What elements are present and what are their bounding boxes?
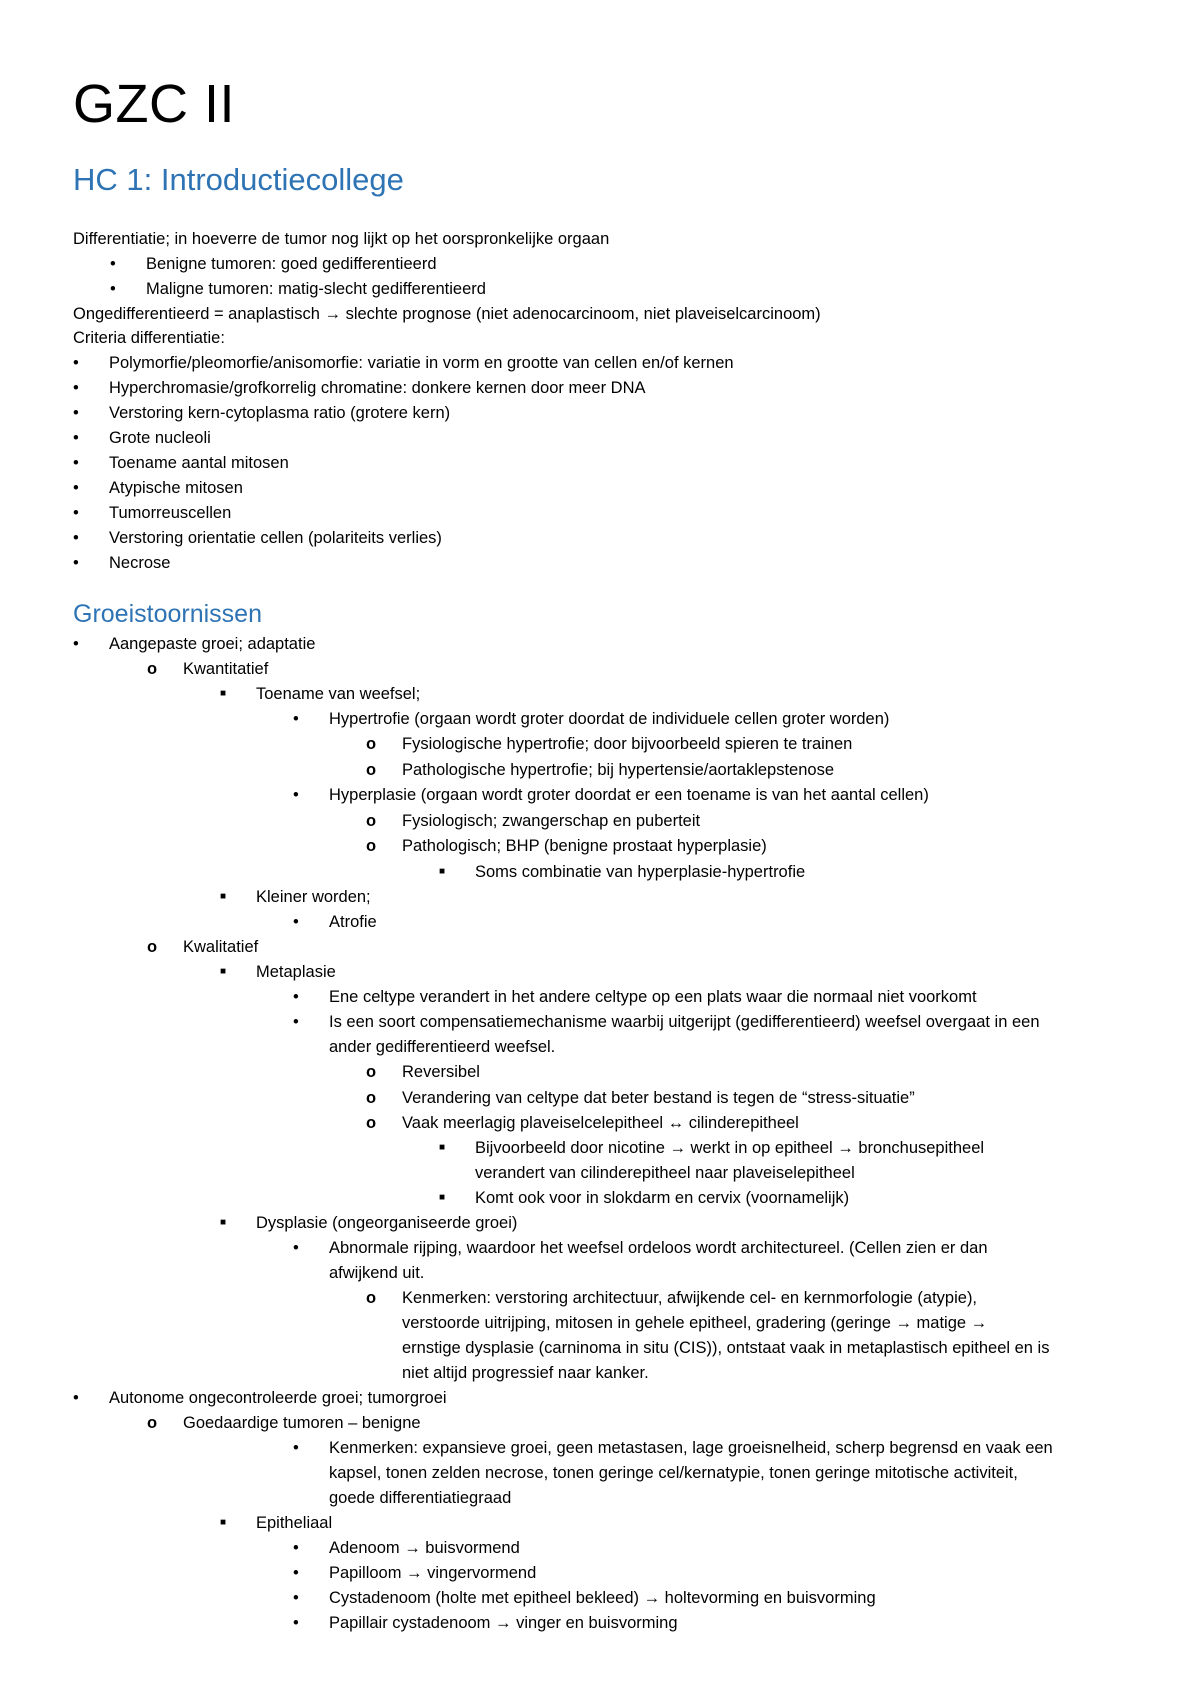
list-item: Adenoom → buisvormend: [329, 1539, 520, 1557]
text-line: Ongedifferentieerd = anaplastisch → slechte prognose (niet adenocarcinoom, niet plaveiselcarcinoom): [73, 305, 821, 323]
bullet-square-icon: ■: [439, 1142, 446, 1153]
list-item: Atypische mitosen: [109, 479, 243, 497]
bullet-dot-icon: •: [73, 529, 79, 547]
list-item: Kenmerken: verstoring architectuur, afwijkende cel- en kernmorfologie (atypie),: [402, 1289, 978, 1307]
list-item: Atrofie: [329, 913, 377, 931]
text-line: kapsel, tonen zelden necrose, tonen geringe cel/kernatypie, tonen geringe mitotische activiteit,: [329, 1464, 1018, 1482]
bullet-dot-icon: •: [293, 1239, 299, 1257]
text-line: afwijkend uit.: [329, 1264, 425, 1282]
bullet-dot-icon: •: [110, 255, 116, 273]
list-item: Dysplasie (ongeorganiseerde groei): [256, 1214, 518, 1232]
list-item: Metaplasie: [256, 963, 336, 981]
list-item: Ene celtype verandert in het andere celtype op een plats waar die normaal niet voorkomt: [329, 988, 977, 1006]
heading-groeistoornissen: Groeistoornissen: [73, 600, 262, 628]
list-item: Bijvoorbeeld door nicotine → werkt in op epitheel → bronchusepitheel: [475, 1139, 985, 1157]
text-line: ander gedifferentieerd weefsel.: [329, 1038, 556, 1056]
list-item: Hypertrofie (orgaan wordt groter doordat de individuele cellen groter worden): [329, 710, 890, 728]
list-item: Aangepaste groei; adaptatie: [109, 635, 316, 653]
bullet-dot-icon: •: [73, 554, 79, 572]
bullet-dot-icon: •: [73, 1389, 79, 1407]
list-item: Verstoring kern-cytoplasma ratio (grotere kern): [109, 404, 451, 422]
list-item: Fysiologische hypertrofie; door bijvoorbeeld spieren te trainen: [402, 735, 853, 753]
bullet-circle-icon: o: [366, 761, 377, 779]
bullet-dot-icon: •: [293, 1013, 299, 1031]
list-item: Benigne tumoren: goed gedifferentieerd: [146, 255, 437, 273]
bullet-dot-icon: •: [73, 504, 79, 522]
bullet-dot-icon: •: [293, 1589, 299, 1607]
list-item: Necrose: [109, 554, 171, 572]
bullet-dot-icon: •: [293, 913, 299, 931]
list-item: Pathologisch; BHP (benigne prostaat hyperplasie): [402, 837, 767, 855]
list-item: Papilloom → vingervormend: [329, 1564, 537, 1582]
bullet-circle-icon: o: [366, 735, 377, 753]
bullet-circle-icon: o: [147, 938, 158, 956]
list-item: Kleiner worden;: [256, 888, 371, 906]
list-item: Papillair cystadenoom → vinger en buisvorming: [329, 1614, 678, 1632]
bullet-circle-icon: o: [366, 1089, 377, 1107]
bullet-dot-icon: •: [73, 354, 79, 372]
list-item: Grote nucleoli: [109, 429, 211, 447]
bullet-dot-icon: •: [73, 379, 79, 397]
bullet-dot-icon: •: [293, 1564, 299, 1582]
text-line: Differentiatie; in hoeverre de tumor nog lijkt op het oorspronkelijke orgaan: [73, 230, 610, 248]
list-item: Cystadenoom (holte met epitheel bekleed) → holtevorming en buisvorming: [329, 1589, 876, 1607]
bullet-circle-icon: o: [147, 1414, 158, 1432]
list-item: Tumorreuscellen: [109, 504, 232, 522]
list-item: Abnormale rijping, waardoor het weefsel ordeloos wordt architectureel. (Cellen zien er dan: [329, 1239, 988, 1257]
bullet-circle-icon: o: [366, 1289, 377, 1307]
bullet-dot-icon: •: [73, 404, 79, 422]
list-item: Is een soort compensatiemechanisme waarbij uitgerijpt (gedifferentieerd) weefsel overgaat in een: [329, 1013, 1040, 1031]
list-item: Kenmerken: expansieve groei, geen metastasen, lage groeisnelheid, scherp begrensd en vaak een: [329, 1439, 1053, 1457]
bullet-square-icon: ■: [220, 891, 227, 902]
bullet-dot-icon: •: [293, 710, 299, 728]
list-item: Soms combinatie van hyperplasie-hypertrofie: [475, 863, 806, 881]
bullet-dot-icon: •: [110, 280, 116, 298]
bullet-dot-icon: •: [73, 454, 79, 472]
bullet-dot-icon: •: [293, 988, 299, 1006]
text-line: niet altijd progressief naar kanker.: [402, 1364, 649, 1382]
list-item: Verstoring orientatie cellen (polariteits verlies): [109, 529, 442, 547]
list-item: Hyperplasie (orgaan wordt groter doordat er een toename is van het aantal cellen): [329, 786, 929, 804]
list-item: Reversibel: [402, 1063, 480, 1081]
text-line: verandert van cilinderepitheel naar plaveiselepitheel: [475, 1164, 855, 1182]
bullet-square-icon: ■: [220, 688, 227, 699]
list-item: Fysiologisch; zwangerschap en puberteit: [402, 812, 701, 830]
heading-hc1: HC 1: Introductiecollege: [73, 162, 404, 197]
bullet-dot-icon: •: [293, 1539, 299, 1557]
bullet-dot-icon: •: [73, 635, 79, 653]
bullet-circle-icon: o: [147, 660, 158, 678]
list-item: Goedaardige tumoren – benigne: [183, 1414, 421, 1432]
bullet-circle-icon: o: [366, 1063, 377, 1081]
bullet-dot-icon: •: [293, 1614, 299, 1632]
text-line: Criteria differentiatie:: [73, 329, 225, 347]
list-item: Verandering van celtype dat beter bestand is tegen de “stress-situatie”: [402, 1089, 915, 1107]
list-item: Maligne tumoren: matig-slecht gedifferentieerd: [146, 280, 486, 298]
list-item: Toename van weefsel;: [256, 685, 421, 703]
list-item: Vaak meerlagig plaveiselcelepitheel ↔ cilinderepitheel: [402, 1114, 799, 1132]
bullet-square-icon: ■: [220, 1217, 227, 1228]
bullet-square-icon: ■: [439, 866, 446, 877]
bullet-square-icon: ■: [220, 1517, 227, 1528]
list-item: Pathologische hypertrofie; bij hypertensie/aortaklepstenose: [402, 761, 835, 779]
bullet-square-icon: ■: [220, 966, 227, 977]
bullet-circle-icon: o: [366, 837, 377, 855]
bullet-dot-icon: •: [73, 479, 79, 497]
document-title: GZC II: [73, 74, 235, 134]
bullet-dot-icon: •: [293, 1439, 299, 1457]
list-item: Epitheliaal: [256, 1514, 333, 1532]
text-line: goede differentiatiegraad: [329, 1489, 512, 1507]
bullet-circle-icon: o: [366, 812, 377, 830]
bullet-circle-icon: o: [366, 1114, 377, 1132]
list-item: Toename aantal mitosen: [109, 454, 289, 472]
text-line: verstoorde uitrijping, mitosen in gehele epitheel, gradering (geringe → matige →: [402, 1314, 988, 1332]
list-item: Kwalitatief: [183, 938, 259, 956]
bullet-square-icon: ■: [439, 1192, 446, 1203]
list-item: Autonome ongecontroleerde groei; tumorgroei: [109, 1389, 447, 1407]
bullet-dot-icon: •: [293, 786, 299, 804]
list-item: Komt ook voor in slokdarm en cervix (voornamelijk): [475, 1189, 850, 1207]
text-line: ernstige dysplasie (carninoma in situ (CIS)), ontstaat vaak in metaplastisch epitheel en is: [402, 1339, 1050, 1357]
list-item: Kwantitatief: [183, 660, 269, 678]
list-item: Polymorfie/pleomorfie/anisomorfie: variatie in vorm en grootte van cellen en/of kernen: [109, 354, 734, 372]
bullet-dot-icon: •: [73, 429, 79, 447]
list-item: Hyperchromasie/grofkorrelig chromatine: donkere kernen door meer DNA: [109, 379, 646, 397]
